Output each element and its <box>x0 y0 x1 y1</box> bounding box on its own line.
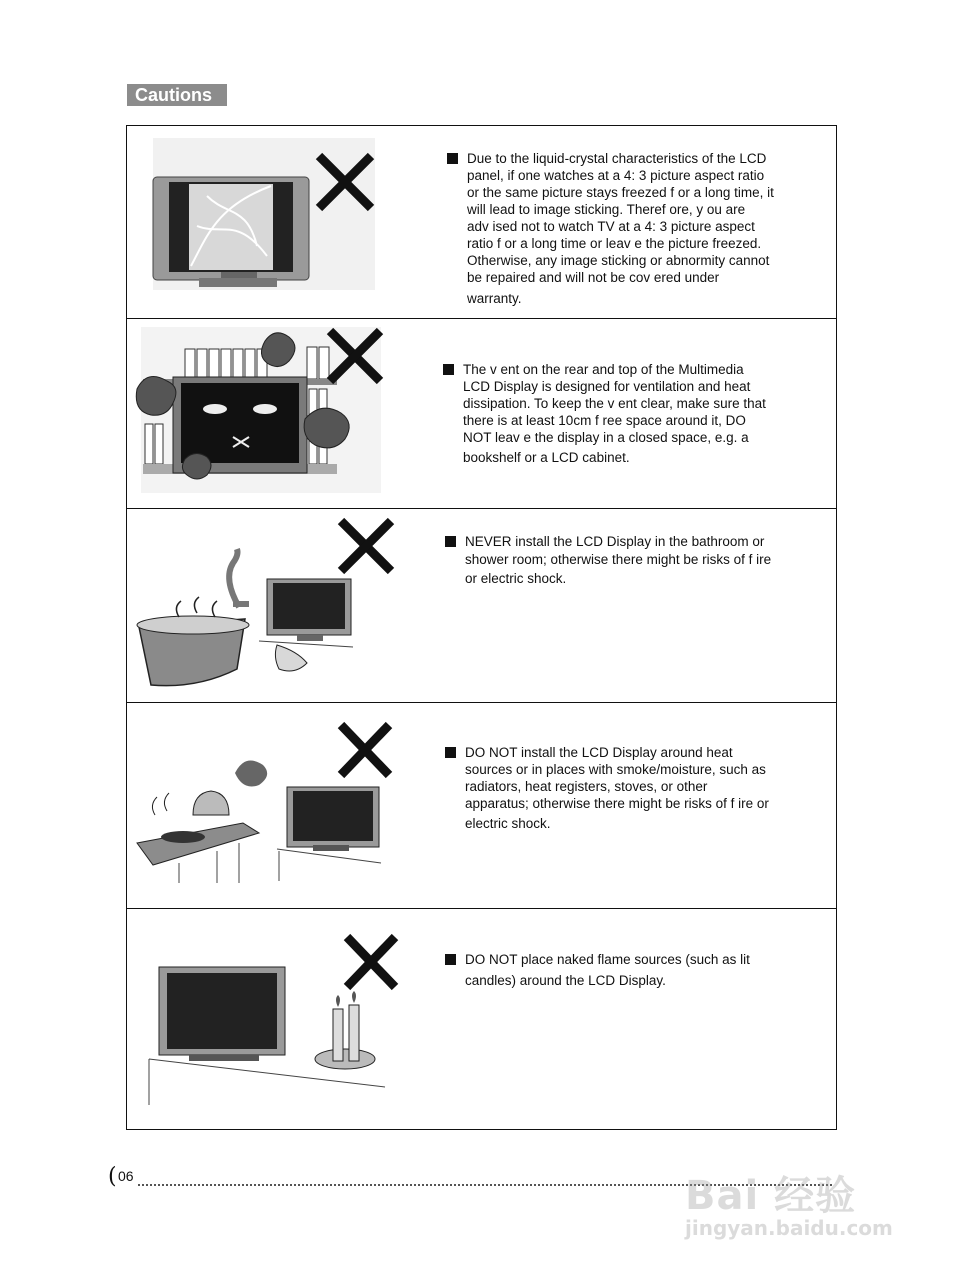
caution-4-line-3: radiators, heat registers, stoves, or other <box>465 779 708 794</box>
caution-text-5 <box>445 951 825 989</box>
bullet-square-icon <box>445 536 456 547</box>
tv-near-candles-illustration <box>127 909 547 1129</box>
cross-mark-icon <box>347 937 395 987</box>
caution-row-5 <box>127 909 836 1129</box>
bullet-square-icon <box>445 954 456 965</box>
caution-1-line-2: panel, if one watches at a 4: 3 picture aspect ratio <box>467 168 765 183</box>
caution-4-line-1: DO NOT install the LCD Display around heat <box>465 745 733 760</box>
caution-text-3 <box>445 533 825 587</box>
caution-text-1 <box>447 150 827 307</box>
watermark <box>685 1150 915 1250</box>
caution-text-2 <box>443 361 823 466</box>
caution-4-line-5: electric shock. <box>465 816 551 831</box>
caution-1-line-3: or the same picture stays freezed f or a long time, it <box>467 185 774 200</box>
caution-5-line-2: candles) around the LCD Display. <box>465 973 666 988</box>
cross-mark-icon <box>341 521 391 571</box>
caution-row-2 <box>127 319 836 509</box>
page-number: 06 <box>118 1168 134 1184</box>
cross-mark-icon <box>341 725 389 775</box>
caution-1-line-6: ratio f or a long time or leav e the picture freezed. <box>467 236 762 251</box>
caution-row-3 <box>127 509 836 703</box>
watermark-url: jingyan.baidu.com <box>685 1216 893 1240</box>
caution-5-line-1: DO NOT place naked flame sources (such as lit <box>465 952 750 967</box>
footer-parenthesis: ( <box>108 1164 117 1189</box>
bullet-square-icon <box>447 153 458 164</box>
caution-2-line-5: NOT leav e the display in a closed space, e.g. a <box>463 430 749 445</box>
caution-1-line-8: be repaired and will not be cov ered under <box>467 270 720 285</box>
caution-row-1 <box>127 126 836 319</box>
caution-3-line-1: NEVER install the LCD Display in the bathroom or <box>465 534 765 549</box>
bullet-square-icon <box>443 364 454 375</box>
caution-text-4 <box>445 744 825 832</box>
caution-1-line-4: will lead to image sticking. Theref ore, y ou are <box>467 202 746 217</box>
caution-3-line-2: shower room; otherwise there might be risks of f ire <box>465 552 772 567</box>
caution-1-line-1: Due to the liquid-crystal characteristics of the LCD <box>467 151 767 166</box>
caution-2-line-2: LCD Display is designed for ventilation and heat <box>463 379 751 394</box>
caution-1-line-9: warranty. <box>467 291 522 306</box>
watermark-brand: Bai 经验 <box>685 1173 857 1219</box>
cautions-table <box>126 125 837 1130</box>
caution-1-line-7: Otherwise, any image sticking or abnormity cannot <box>467 253 770 268</box>
caution-row-4 <box>127 703 836 909</box>
caution-4-line-4: apparatus; otherwise there might be risks of f ire or <box>465 796 769 811</box>
caution-2-line-6: bookshelf or a LCD cabinet. <box>463 450 630 465</box>
caution-1-line-5: adv ised not to watch TV at a 4: 3 picture aspect <box>467 219 755 234</box>
caution-3-line-3: or electric shock. <box>465 571 567 586</box>
bullet-square-icon <box>445 747 456 758</box>
caution-2-line-3: dissipation. To keep the v ent clear, make sure that <box>463 396 766 411</box>
page-heading: Cautions <box>127 84 227 106</box>
caution-2-line-4: there is at least 10cm f ree space around it, DO <box>463 413 746 428</box>
caution-4-line-2: sources or in places with smoke/moisture, such as <box>465 762 766 777</box>
caution-2-line-1: The v ent on the rear and top of the Multimedia <box>463 362 744 377</box>
